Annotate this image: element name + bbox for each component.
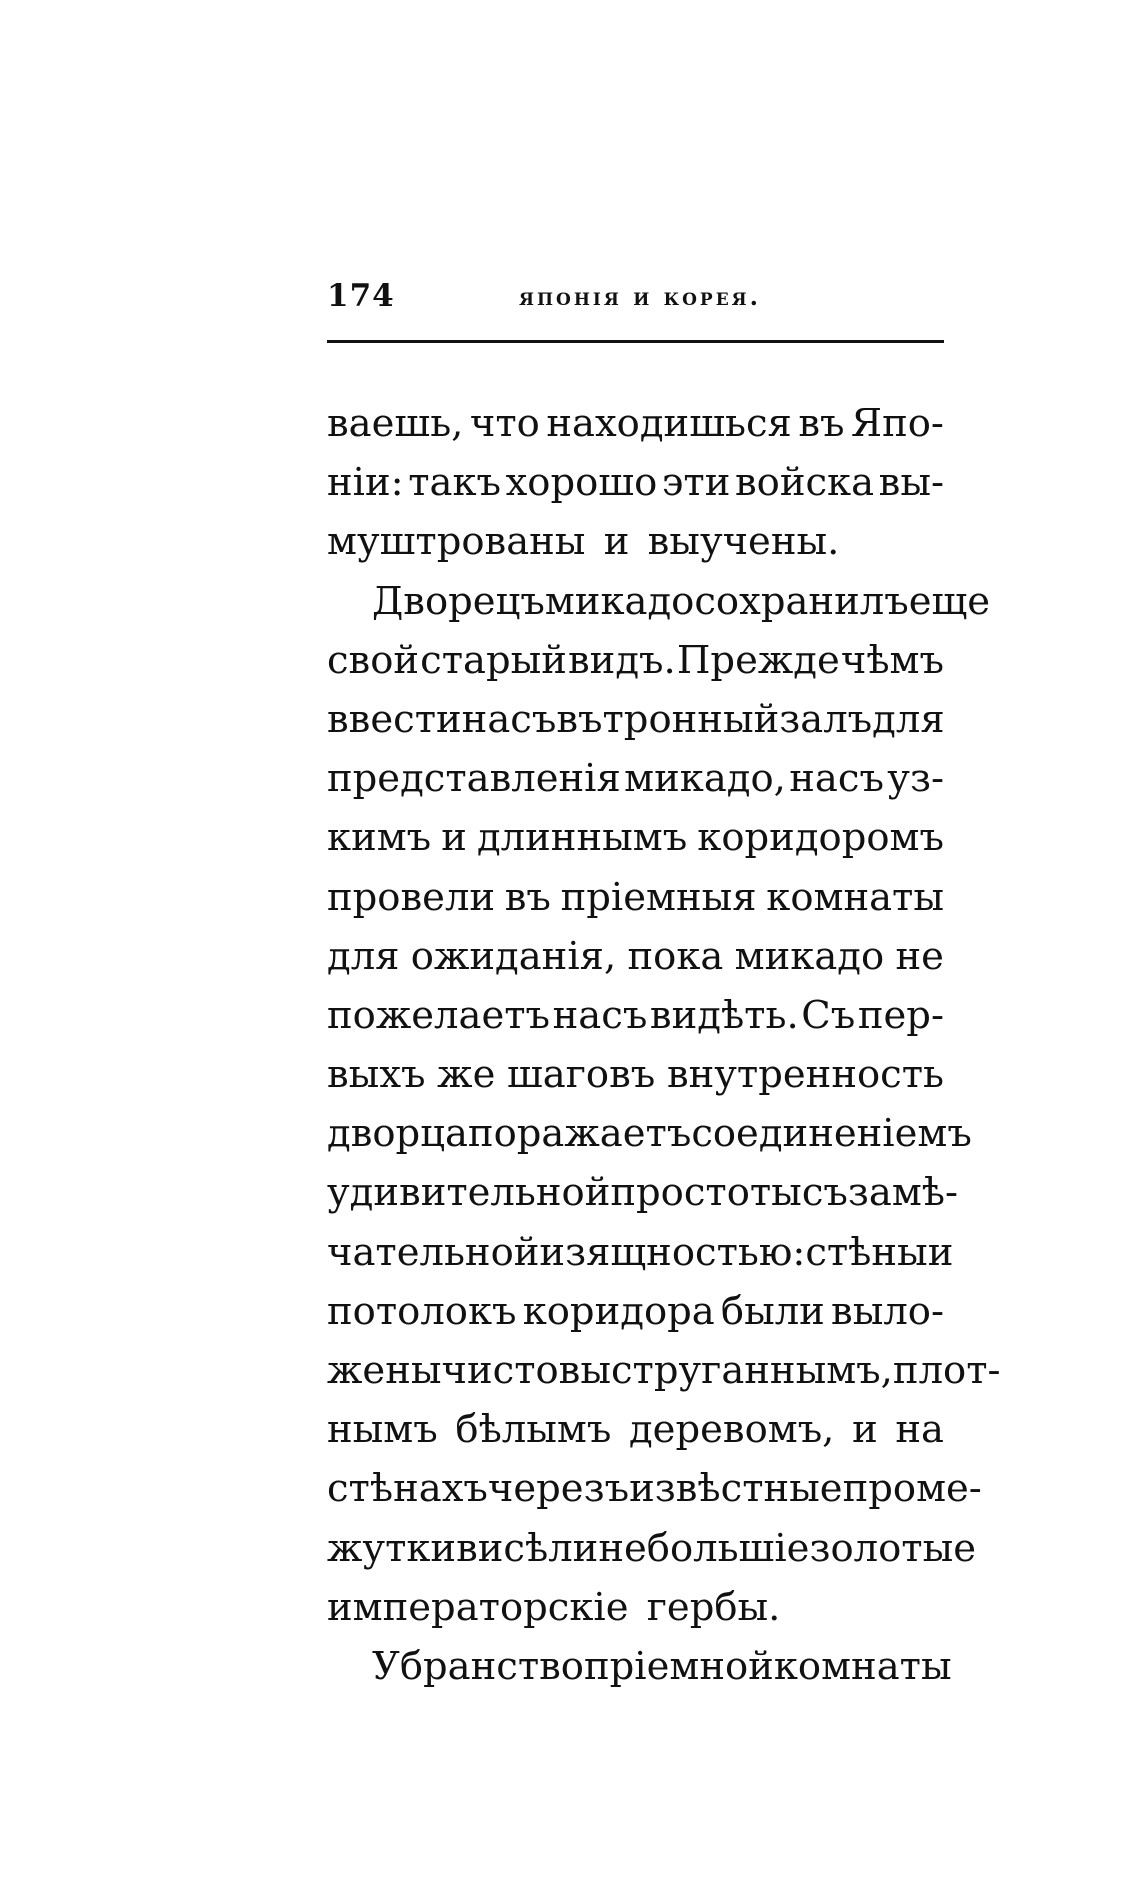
running-title: японія и корея. — [519, 282, 761, 311]
text-line — [327, 1045, 944, 1104]
text-line — [327, 1400, 944, 1459]
word: на — [895, 1407, 944, 1453]
word: поражаетъ — [467, 1111, 692, 1157]
text-line — [327, 749, 944, 808]
word: еще — [908, 578, 991, 624]
word: чисто — [441, 1348, 559, 1393]
word: соединеніемъ — [691, 1111, 972, 1157]
word: пріемныя — [560, 874, 757, 920]
word: жены — [327, 1348, 442, 1393]
text-line — [327, 1282, 944, 1341]
word: извѣстные — [629, 1466, 843, 1512]
running-head — [327, 278, 944, 318]
text-line — [327, 1223, 954, 1282]
word: ожиданія, — [410, 933, 617, 979]
text-line — [327, 631, 944, 690]
header-rule — [327, 340, 944, 343]
text-line — [327, 927, 944, 986]
word: простоты — [610, 1170, 802, 1216]
word: Япо- — [851, 401, 944, 446]
word: пока — [627, 933, 724, 979]
word: кимъ — [327, 815, 432, 861]
text-line — [327, 1519, 976, 1578]
word: не — [895, 933, 944, 979]
word: черезъ — [487, 1466, 630, 1512]
word: и — [603, 519, 630, 565]
word: висѣли — [456, 1525, 599, 1571]
word: свой — [327, 637, 420, 683]
word: длиннымъ — [476, 815, 688, 861]
word: же — [437, 1052, 496, 1098]
body-text — [327, 394, 1001, 1696]
word: въ — [504, 874, 551, 920]
word: эти — [661, 460, 731, 506]
word: нымъ — [327, 1407, 438, 1453]
word: и — [441, 815, 467, 861]
word: коридора — [522, 1288, 715, 1334]
word: ніи: — [327, 460, 404, 506]
word: Убранство — [372, 1643, 584, 1689]
text-line — [327, 512, 944, 571]
word: стѣны — [805, 1229, 928, 1275]
word: выхъ — [327, 1052, 426, 1098]
word: изящностью: — [539, 1229, 806, 1275]
word: Дворецъ — [372, 578, 545, 624]
word: для — [327, 933, 400, 979]
word: пожелаетъ — [327, 992, 551, 1038]
word: комнаты — [766, 874, 944, 920]
word: находишься — [546, 401, 792, 446]
text-line — [327, 1163, 959, 1222]
word: старый — [420, 637, 567, 683]
word: представленія — [327, 756, 621, 802]
word: микадо — [544, 578, 695, 624]
word: насъ — [789, 756, 884, 802]
word: пріемной — [583, 1643, 774, 1689]
word: Прежде — [676, 637, 840, 683]
word: въ — [556, 696, 603, 742]
word: гербы. — [646, 1584, 781, 1630]
word: императорскіе — [327, 1584, 629, 1630]
word: потолокъ — [327, 1288, 517, 1334]
word: хорошо — [505, 460, 658, 506]
word: небольшіе — [598, 1525, 810, 1571]
word: въ — [798, 401, 845, 446]
text-line — [327, 1637, 952, 1696]
word: насъ — [461, 696, 557, 742]
page-number: 174 — [327, 278, 395, 314]
word: ввести — [327, 696, 462, 742]
text-line — [327, 868, 944, 927]
word: такъ — [408, 460, 501, 506]
word: вы- — [878, 460, 944, 506]
text-line — [327, 1104, 972, 1163]
word: съ — [801, 1170, 848, 1216]
word: выучены. — [647, 519, 840, 565]
word: замѣ- — [847, 1170, 959, 1216]
word: бѣлымъ — [455, 1407, 612, 1453]
word: выструганнымъ, — [558, 1348, 893, 1393]
word: дворца — [327, 1111, 468, 1157]
text-line — [327, 453, 944, 512]
word: видъ. — [568, 637, 676, 683]
word: плот- — [892, 1348, 1001, 1393]
word: тронный — [602, 696, 780, 742]
word: войска — [734, 460, 875, 506]
word: стѣнахъ — [327, 1466, 488, 1512]
text-line — [327, 986, 944, 1045]
word: коридоромъ — [697, 815, 944, 861]
word: проме- — [842, 1466, 982, 1512]
word: чательной — [327, 1229, 540, 1275]
word: выло- — [831, 1288, 944, 1334]
word: микадо, — [624, 756, 786, 802]
text-line — [327, 1578, 944, 1637]
word: комнаты — [773, 1643, 952, 1689]
word: что — [469, 401, 540, 446]
text-line — [327, 572, 991, 631]
word: залъ — [779, 696, 873, 742]
text-line — [327, 808, 944, 867]
word: микадо — [734, 933, 885, 979]
word: были — [720, 1288, 825, 1334]
text-line — [327, 690, 944, 749]
word: шаговъ — [507, 1052, 656, 1098]
word: насъ — [552, 992, 648, 1038]
word: чѣмъ — [840, 637, 944, 683]
text-line — [327, 1341, 1001, 1400]
word: ваешь, — [327, 401, 464, 446]
text-line — [327, 1459, 982, 1518]
word: уз- — [887, 756, 944, 802]
word: муштрованы — [327, 519, 586, 565]
word: золотые — [809, 1525, 976, 1571]
word: и — [852, 1407, 878, 1453]
word: для — [872, 696, 945, 742]
word: удивительной — [327, 1170, 611, 1216]
word: Съ — [801, 992, 856, 1038]
word: пер- — [857, 992, 944, 1038]
word: жутки — [327, 1525, 457, 1571]
word: видѣть. — [649, 992, 799, 1038]
word: деревомъ, — [628, 1407, 835, 1453]
word: и — [927, 1229, 954, 1275]
word: внутренность — [666, 1052, 944, 1098]
text-line — [327, 394, 944, 453]
word: сохранилъ — [694, 578, 909, 624]
word: провели — [327, 874, 496, 920]
